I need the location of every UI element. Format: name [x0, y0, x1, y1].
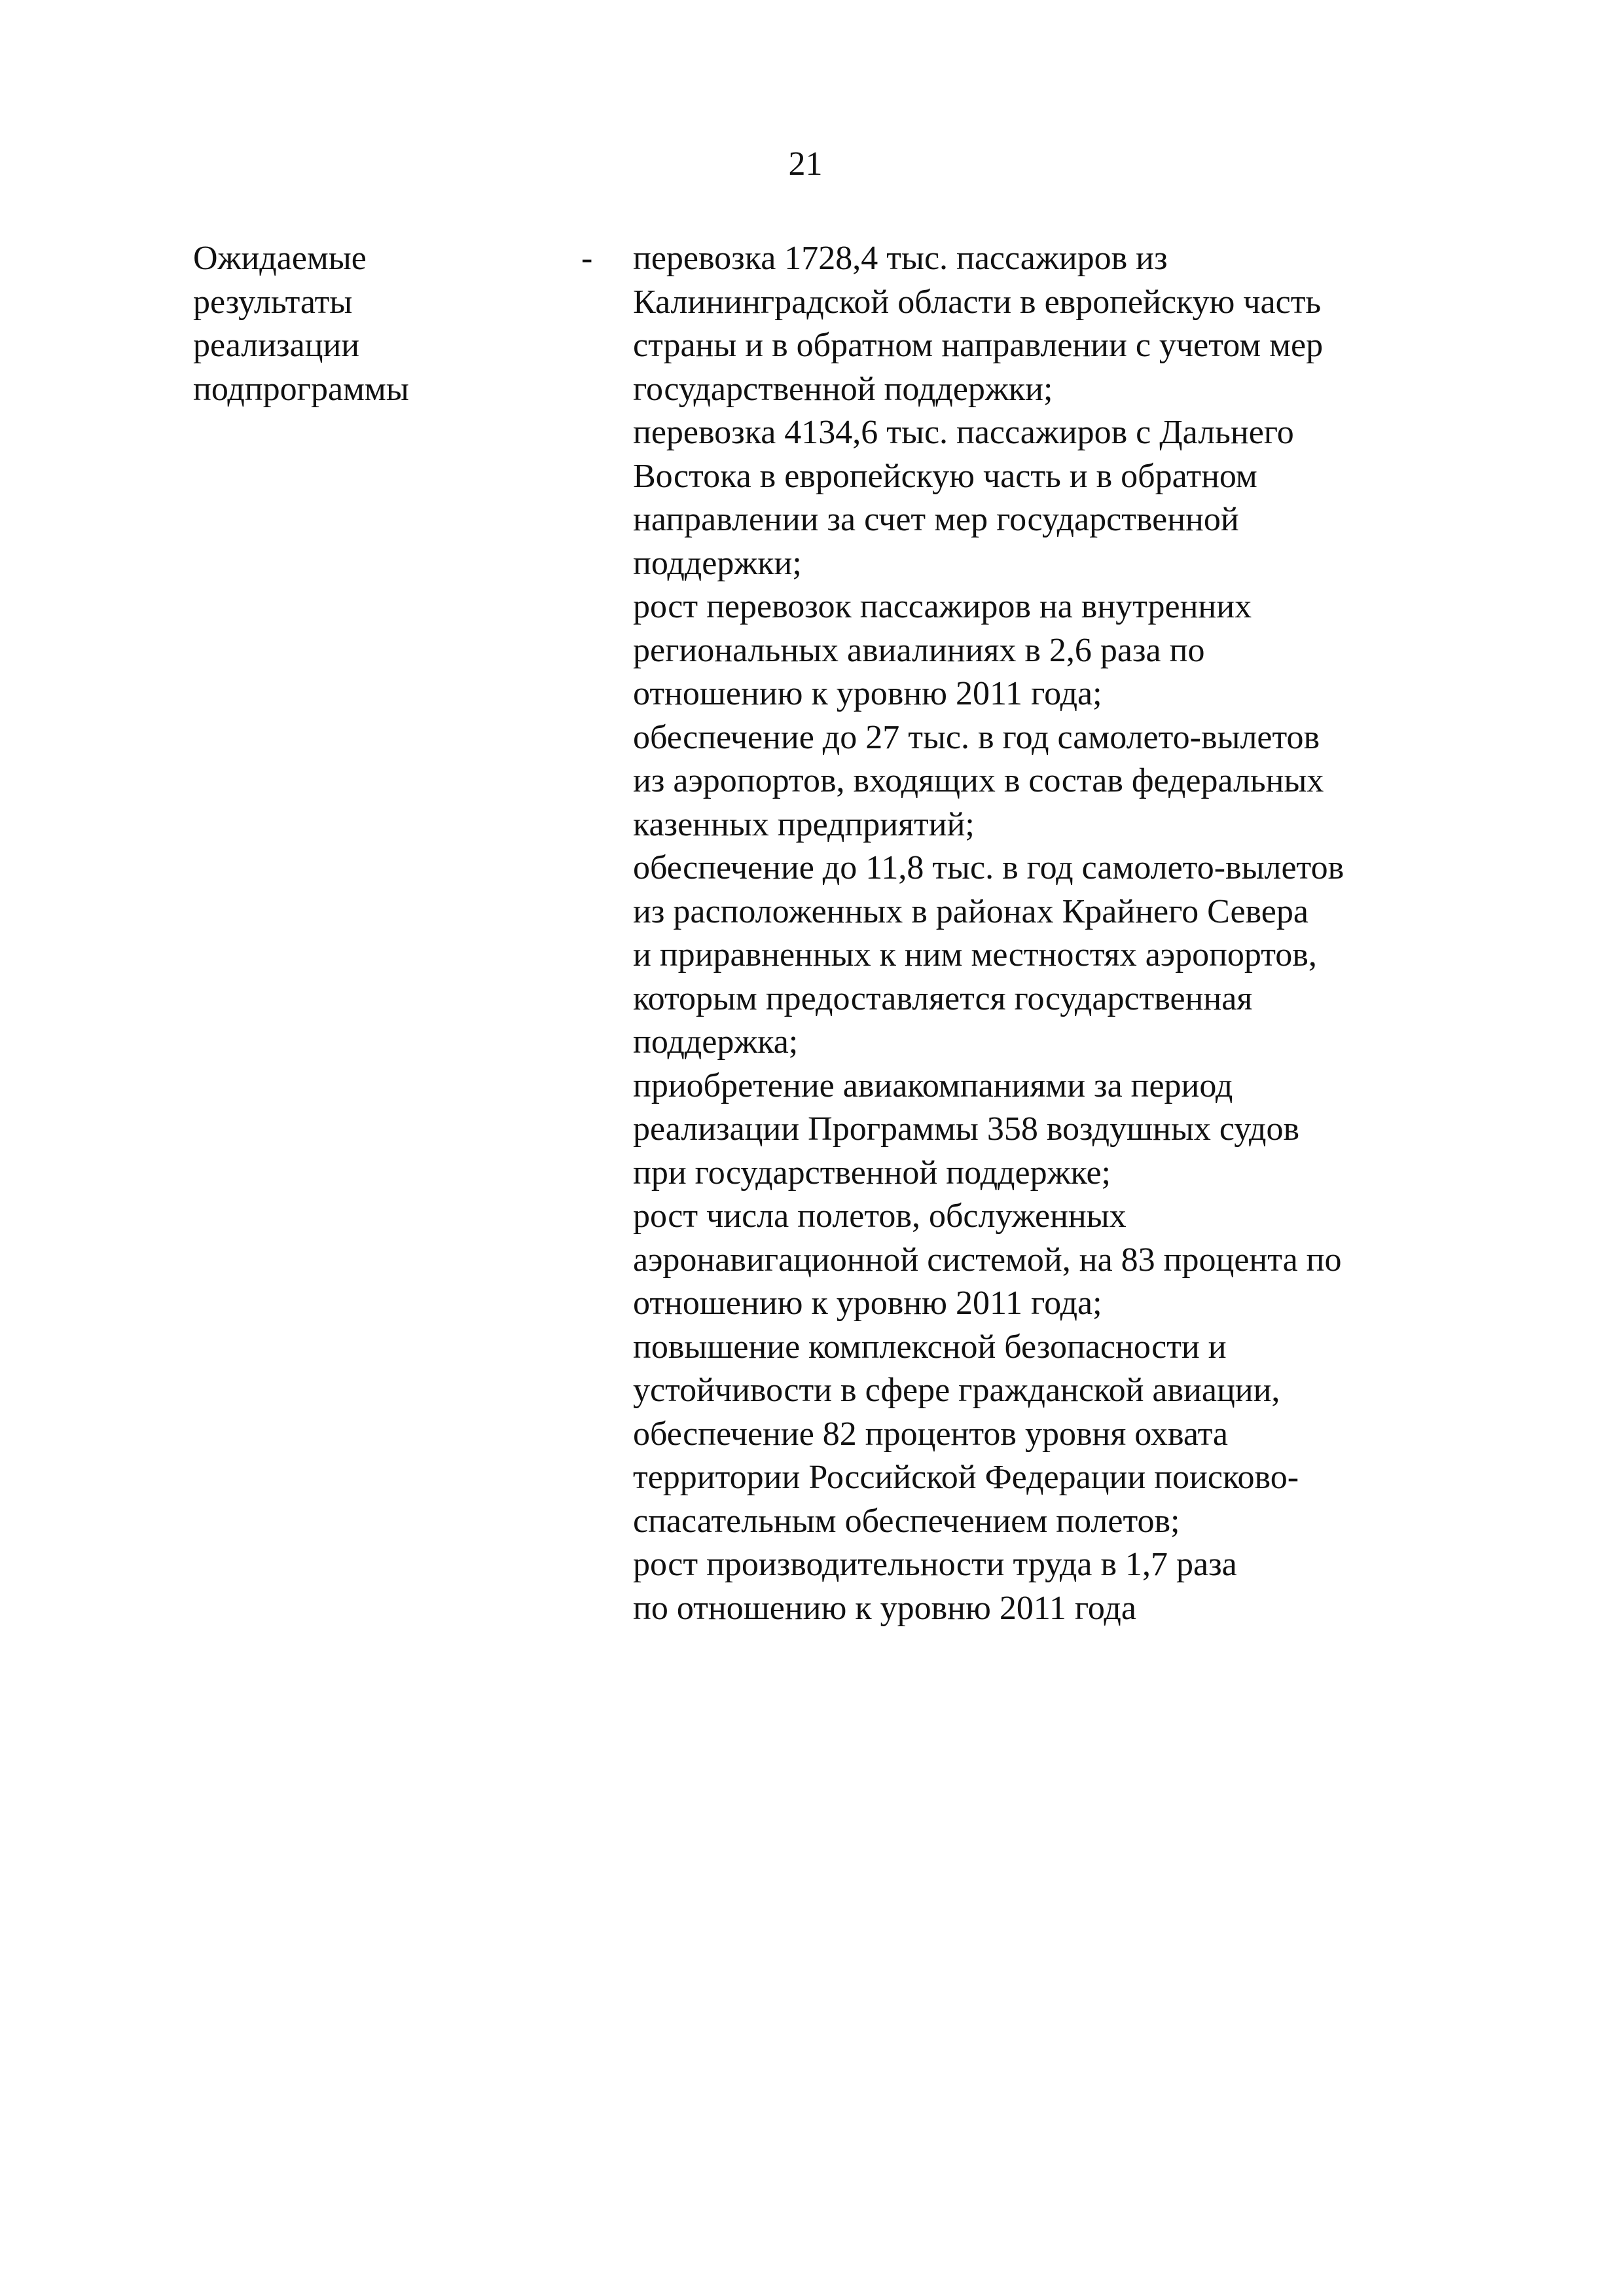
result-line: отношению к уровню 2011 года; [633, 1285, 1102, 1322]
section-label-line: результаты [193, 283, 353, 321]
result-line: по отношению к уровню 2011 года [633, 1589, 1136, 1627]
section-label-line: реализации [193, 327, 360, 364]
page-number: 21 [788, 145, 823, 183]
result-line: рост перевозок пассажиров на внутренних [633, 588, 1252, 625]
result-item [633, 237, 1471, 411]
result-item [633, 1065, 1471, 1195]
result-line: устойчивости в сфере гражданской авиации, [633, 1372, 1280, 1409]
result-line: рост производительности труда в 1,7 раза [633, 1546, 1237, 1583]
result-line: казенных предприятий; [633, 805, 975, 843]
result-line: аэронавигационной системой, на 83 процента по [633, 1241, 1342, 1279]
result-line: Востока в европейскую часть и в обратном [633, 457, 1257, 495]
result-line: государственной поддержки; [633, 370, 1053, 408]
result-line: из расположенных в районах Крайнего Севера [633, 892, 1308, 930]
result-line: из аэропортов, входящих в состав федеральных [633, 762, 1324, 799]
result-item [633, 716, 1471, 847]
result-line: обеспечение до 11,8 тыс. в год самолето-вылетов [633, 849, 1344, 886]
result-line: перевозка 1728,4 тыс. пассажиров из [633, 240, 1168, 277]
section-label-line: подпрограммы [193, 370, 409, 408]
result-item [633, 585, 1471, 716]
result-item [633, 847, 1471, 1065]
result-line: обеспечение 82 процентов уровня охвата [633, 1415, 1229, 1453]
result-line: поддержка; [633, 1023, 799, 1061]
result-line: региональных авиалиниях в 2,6 раза по [633, 631, 1205, 669]
result-line: Калининградской области в европейскую часть [633, 283, 1322, 321]
result-line: которым предоставляется государственная [633, 979, 1253, 1017]
result-line: при государственной поддержке; [633, 1154, 1111, 1192]
result-item [633, 1543, 1471, 1630]
result-item [633, 1195, 1471, 1326]
result-line: отношению к уровню 2011 года; [633, 675, 1102, 712]
section-label-line: Ожидаемые [193, 240, 367, 277]
result-line: приобретение авиакомпаниями за период [633, 1066, 1233, 1104]
result-line: перевозка 4134,6 тыс. пассажиров с Дальнего [633, 414, 1294, 451]
result-line: и приравненных к ним местностях аэропортов, [633, 936, 1317, 974]
result-line: страны и в обратном направлении с учетом мер [633, 327, 1324, 364]
result-line: спасательным обеспечением полетов; [633, 1502, 1180, 1540]
result-line: обеспечение до 27 тыс. в год самолето-вылетов [633, 718, 1320, 756]
result-line: рост числа полетов, обслуженных [633, 1197, 1127, 1235]
result-line: поддержки; [633, 544, 802, 582]
result-line: повышение комплексной безопасности и [633, 1328, 1227, 1366]
result-line: реализации Программы 358 воздушных судов [633, 1110, 1300, 1148]
section-label [193, 237, 560, 411]
result-line: территории Российской Федерации поисково- [633, 1459, 1299, 1496]
result-item [633, 411, 1471, 585]
expected-results-list [633, 237, 1471, 1630]
result-line: направлении за счет мер государственной [633, 501, 1239, 538]
result-item [633, 1326, 1471, 1544]
separator-dash: - [581, 240, 593, 277]
